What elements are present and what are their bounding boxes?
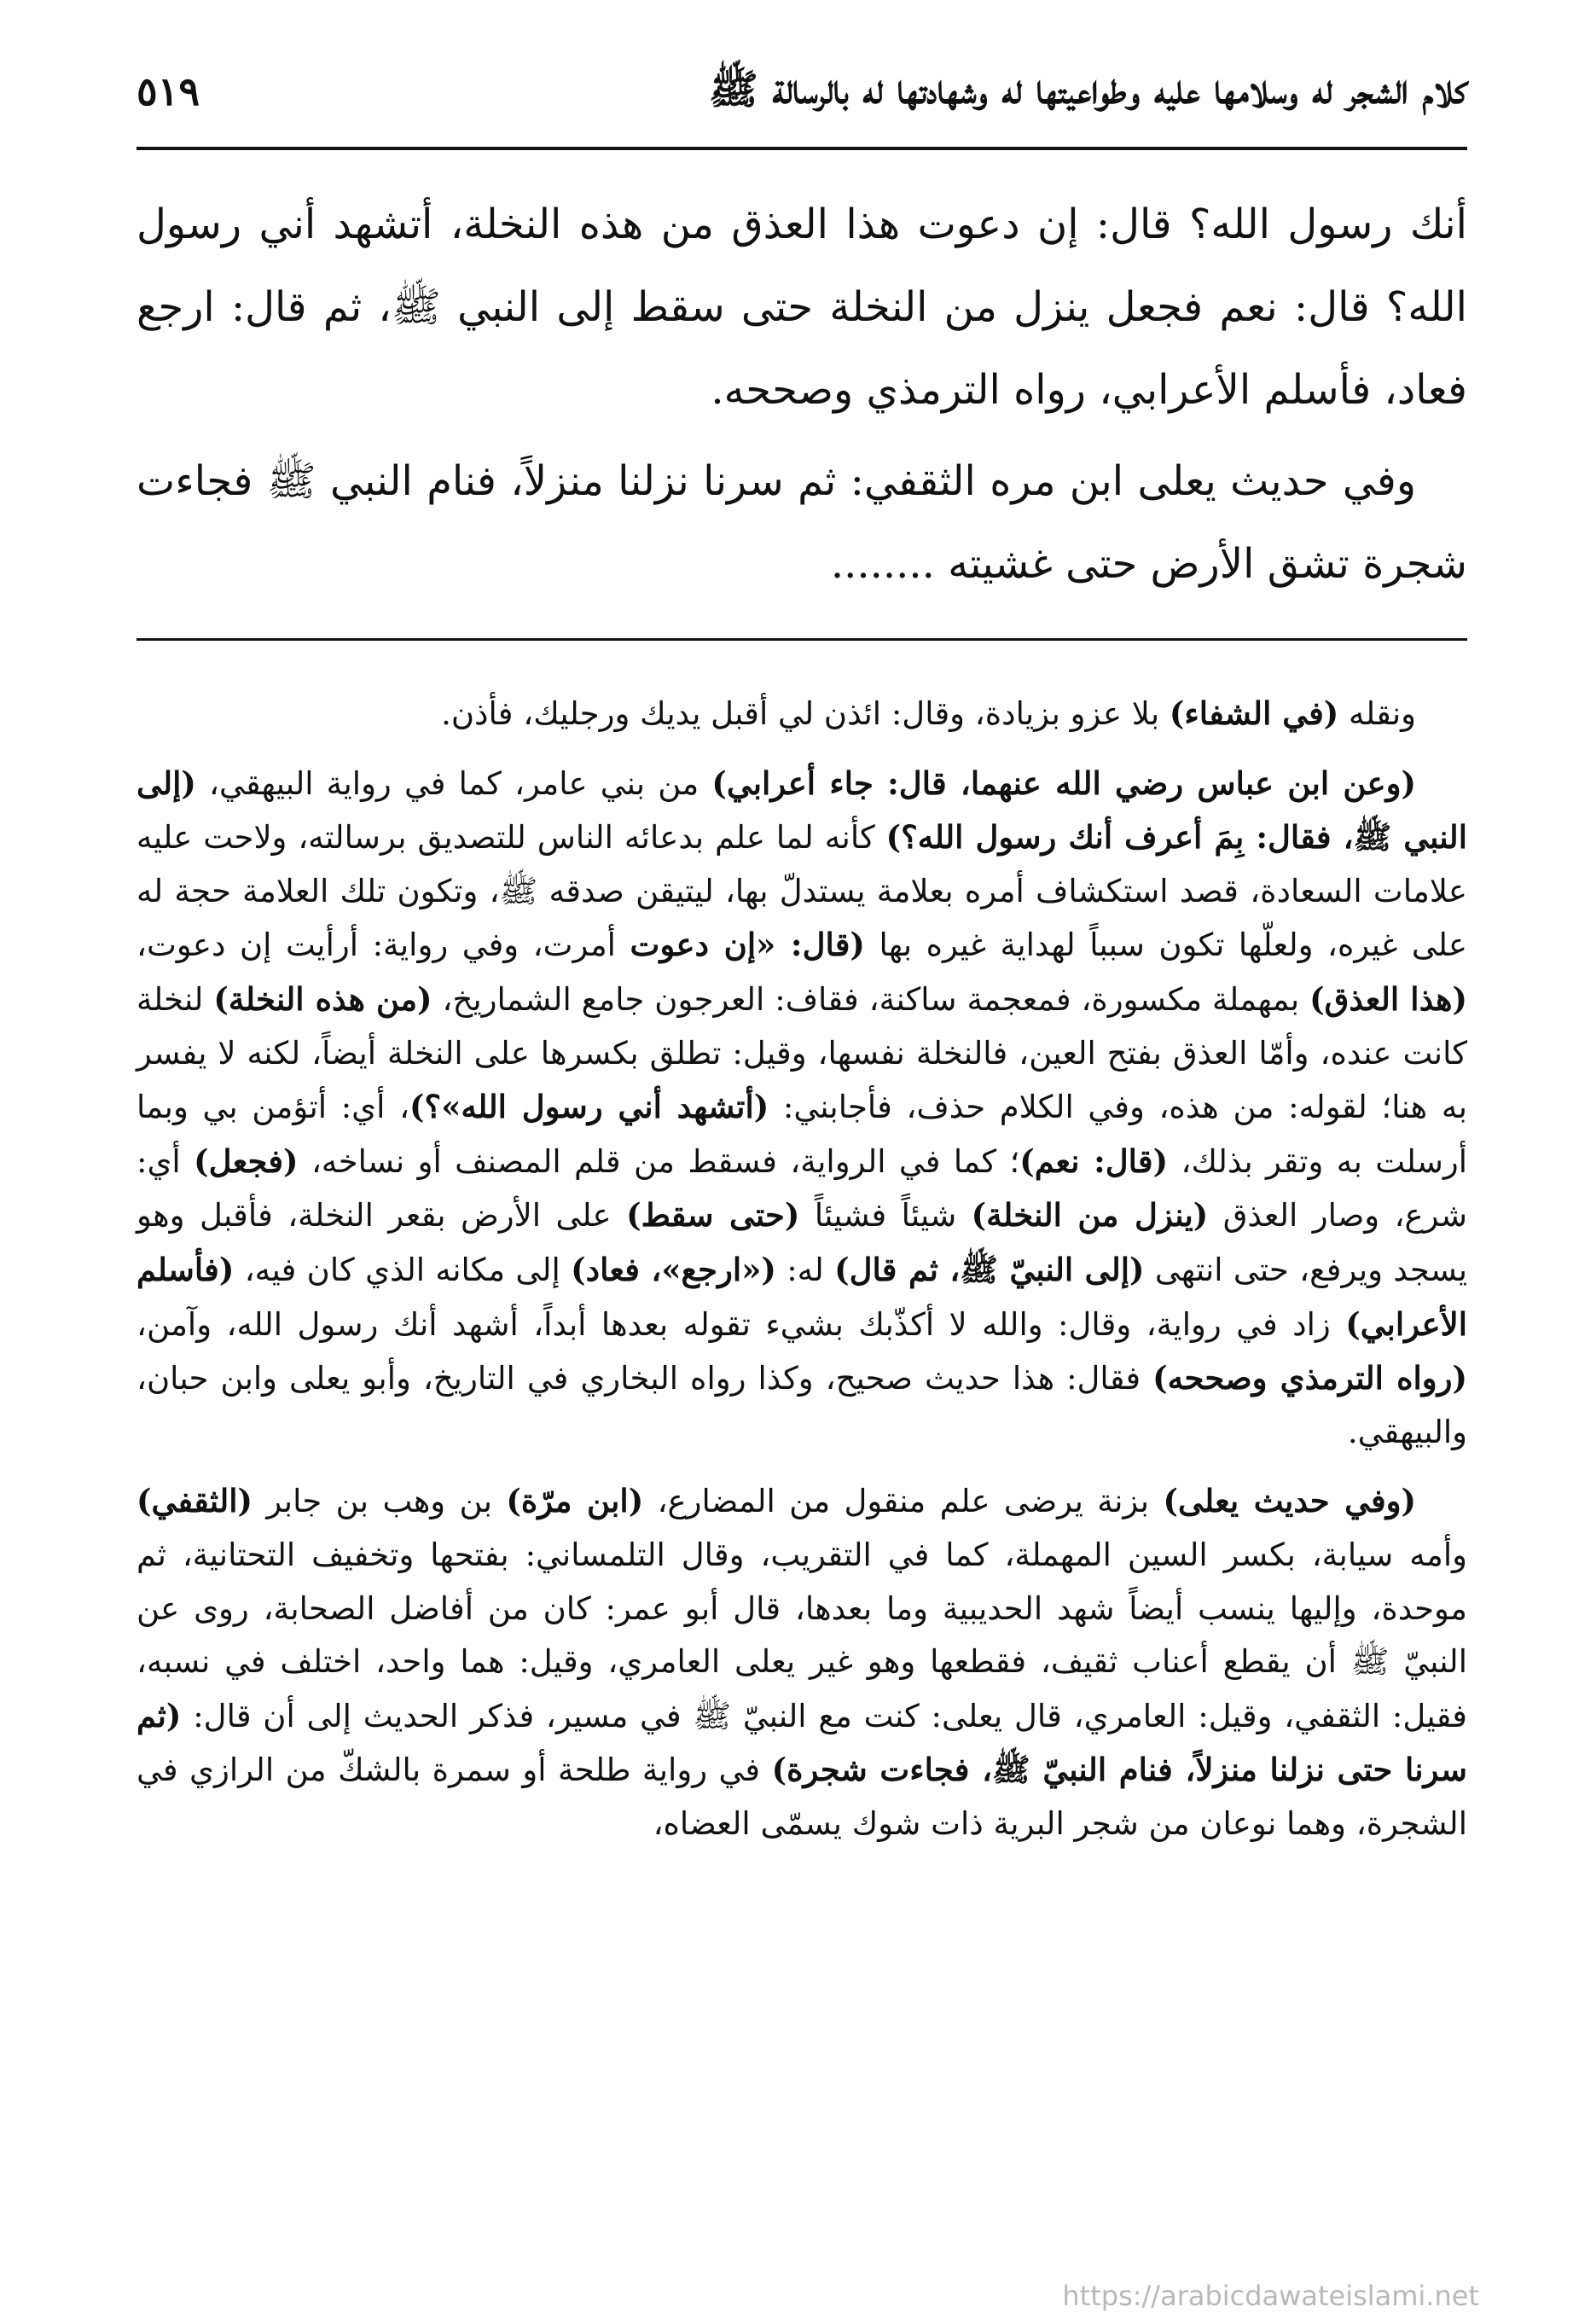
bold-quote-run: (إلى النبي ﷺ، فقال: بِمَ أعرف أنك رسول الله؟)	[136, 764, 1467, 857]
bold-quote-run: (رواه الترمذي وصححه)	[1152, 1359, 1467, 1397]
text-run: إلى مكانه الذي كان فيه،	[234, 1251, 572, 1288]
text-run: وأمه سيابة، بكسر السين المهملة، كما في التقريب، وقال التلمساني: بفتحها وتخفيف التحتانية، ثم موحدة، وإليها ينسب أيضاً شهد الحديبية وما بعدها، قال أبو عمر: كان من أفاضل الصحابة، روى عن النبيّ ﷺ أن يقطع أعناب ثقيف، فقطعها وهو غير يعلى العامري، وقيل: هما واحد، اختلف في نسبه، فقيل: الثقفي، وقيل: العامري، قال يعلى: كنت مع النبيّ ﷺ في مسير، فذكر الحديث إلى أن قال:	[136, 1536, 1467, 1734]
bold-quote-run: («ارجع»، فعاد)	[571, 1250, 776, 1288]
text-run: له:	[775, 1251, 835, 1288]
text-run: بلا عزو بزيادة، وقال: ائذن لي أقبل يديك ورجليك، فأذن.	[441, 695, 1170, 732]
bold-quote-run: (من هذه النخلة)	[213, 979, 432, 1018]
text-run: لنخلة كانت عنده، وأمّا العذق بفتح العين، فالنخلة نفسها، وقيل: تطلق بكسرها على النخلة أيضاً، لكنه لا يفسر به هنا؛ لقوله: من هذه، وفي الكلام حذف، فأجابني:	[136, 980, 1468, 1126]
bold-quote-run: (وعن ابن عباس رضي الله عنهما، قال: جاء أعرابي)	[711, 764, 1417, 802]
text-run: زاد في رواية، وقال: والله لا أكذّبك بشيء تقوله بعدها أبداً، أشهد أنك رسول الله، وآمن،	[136, 1305, 1346, 1343]
header-rule	[136, 147, 1467, 150]
text-run: أمرت، وفي رواية: أرأيت إن دعوت،	[136, 927, 630, 964]
bold-quote-run: (ينزل من النخلة)	[971, 1196, 1209, 1235]
bold-quote-run: (إلى النبيّ ﷺ، ثم قال)	[834, 1250, 1145, 1288]
commentary-paragraph	[136, 1474, 1467, 1850]
text-run: ، أي: أتؤمن بي وبما أرسلت به وتقر بذلك،	[136, 1089, 1467, 1180]
bold-quote-run: (فأسلم الأعرابي)	[136, 1250, 1467, 1343]
running-title: كلام الشجر له وسلامها عليه وطواعيتها له وشهادتها له بالرسالة ﷺ	[708, 66, 1467, 113]
text-run: ونقله	[1338, 695, 1416, 732]
text-run: أي: شرع، وصار العذق	[136, 1142, 1468, 1235]
text-run: بمهملة مكسورة، فمعجمة ساكنة، فقاف: العرجون جامع الشماريخ،	[432, 980, 1310, 1018]
text-run: فقال: هذا حديث صحيح، وكذا رواه البخاري في التاريخ، وأبو يعلى وابن حبان، والبيهقي.	[136, 1360, 1467, 1450]
bold-quote-run: (الثقفي)	[136, 1482, 253, 1520]
text-run: شيئاً فشيئاً	[799, 1197, 972, 1235]
text-run: بن وهب بن جابر	[252, 1483, 507, 1520]
page-number: ٥١٩	[136, 68, 200, 114]
page-header	[136, 60, 1467, 154]
matn-paragraph	[136, 440, 1467, 606]
matn-text-run: وفي حديث يعلى ابن مره الثقفي: ثم سرنا نزلنا منزلاً، فنام النبي ﷺ فجاءت شجرة تشق الأرض حتى غشيته	[136, 457, 1467, 588]
bold-quote-run: (أتشهد أني رسول الله»؟)	[409, 1088, 769, 1126]
commentary-paragraph	[136, 757, 1467, 1460]
bold-quote-run: (ثم سرنا حتى نزلنا منزلاً، فنام النبيّ ﷺ، فجاءت شجرة)	[136, 1696, 1467, 1789]
text-run: على الأرض بقعر النخلة، فأقبل وهو يسجد ويرفع، حتى انتهى	[136, 1197, 1468, 1288]
text-run: في رواية طلحة أو سمرة بالشكّ من الرازي في الشجرة، وهما نوعان من شجر البرية ذات شوك يسمّى العضاه،	[136, 1752, 1467, 1842]
text-run: كأنه لما علم بدعائه الناس للتصديق برسالته، ولاحت عليه علامات السعادة، قصد استكشاف أمره بعلامة يستدلّ بها، ليتيقن صدقه ﷺ، وتكون تلك العلامة حجة له على غيره، ولعلّها تكون سبباً لهداية غيره بها	[136, 819, 1467, 964]
bold-quote-run: (ابن مرّة)	[506, 1482, 644, 1520]
bold-quote-run: (في الشفاء)	[1169, 694, 1339, 732]
matn-paragraph: أنك رسول الله؟ قال: إن دعوت هذا العذق من هذه النخلة، أتشهد أني رسول الله؟ قال: نعم فجعل ينزل من النخلة حتى سقط إلى النبي ﷺ، ثم قال: ارجع فعاد، فأسلم الأعرابي، رواه الترمذي وصححه.	[136, 200, 1467, 414]
text-run: ؛ كما في الرواية، فسقط من قلم المصنف أو نساخه،	[298, 1142, 1020, 1180]
text-run: بزنة يرضى علم منقول من المضارع،	[643, 1483, 1164, 1520]
bold-quote-run: (حتى سقط)	[626, 1196, 800, 1235]
bold-quote-run: (قال: «إن دعوت	[630, 926, 865, 964]
bold-quote-run: (هذا العذق)	[1309, 979, 1468, 1018]
source-watermark: https://arabicdawateislami.net	[1062, 2280, 1479, 2312]
ellipsis-dots: ........	[830, 540, 935, 588]
section-separator	[136, 638, 1467, 641]
commentary-text	[136, 687, 1467, 1850]
bold-quote-run: (قال: نعم)	[1019, 1142, 1169, 1180]
bold-quote-run: (فجعل)	[194, 1142, 299, 1180]
text-run: من بني عامر، كما في رواية البيهقي،	[195, 764, 712, 802]
commentary-paragraph	[136, 687, 1467, 741]
bold-quote-run: (وفي حديث يعلى)	[1163, 1482, 1417, 1520]
matn-text	[136, 183, 1467, 606]
